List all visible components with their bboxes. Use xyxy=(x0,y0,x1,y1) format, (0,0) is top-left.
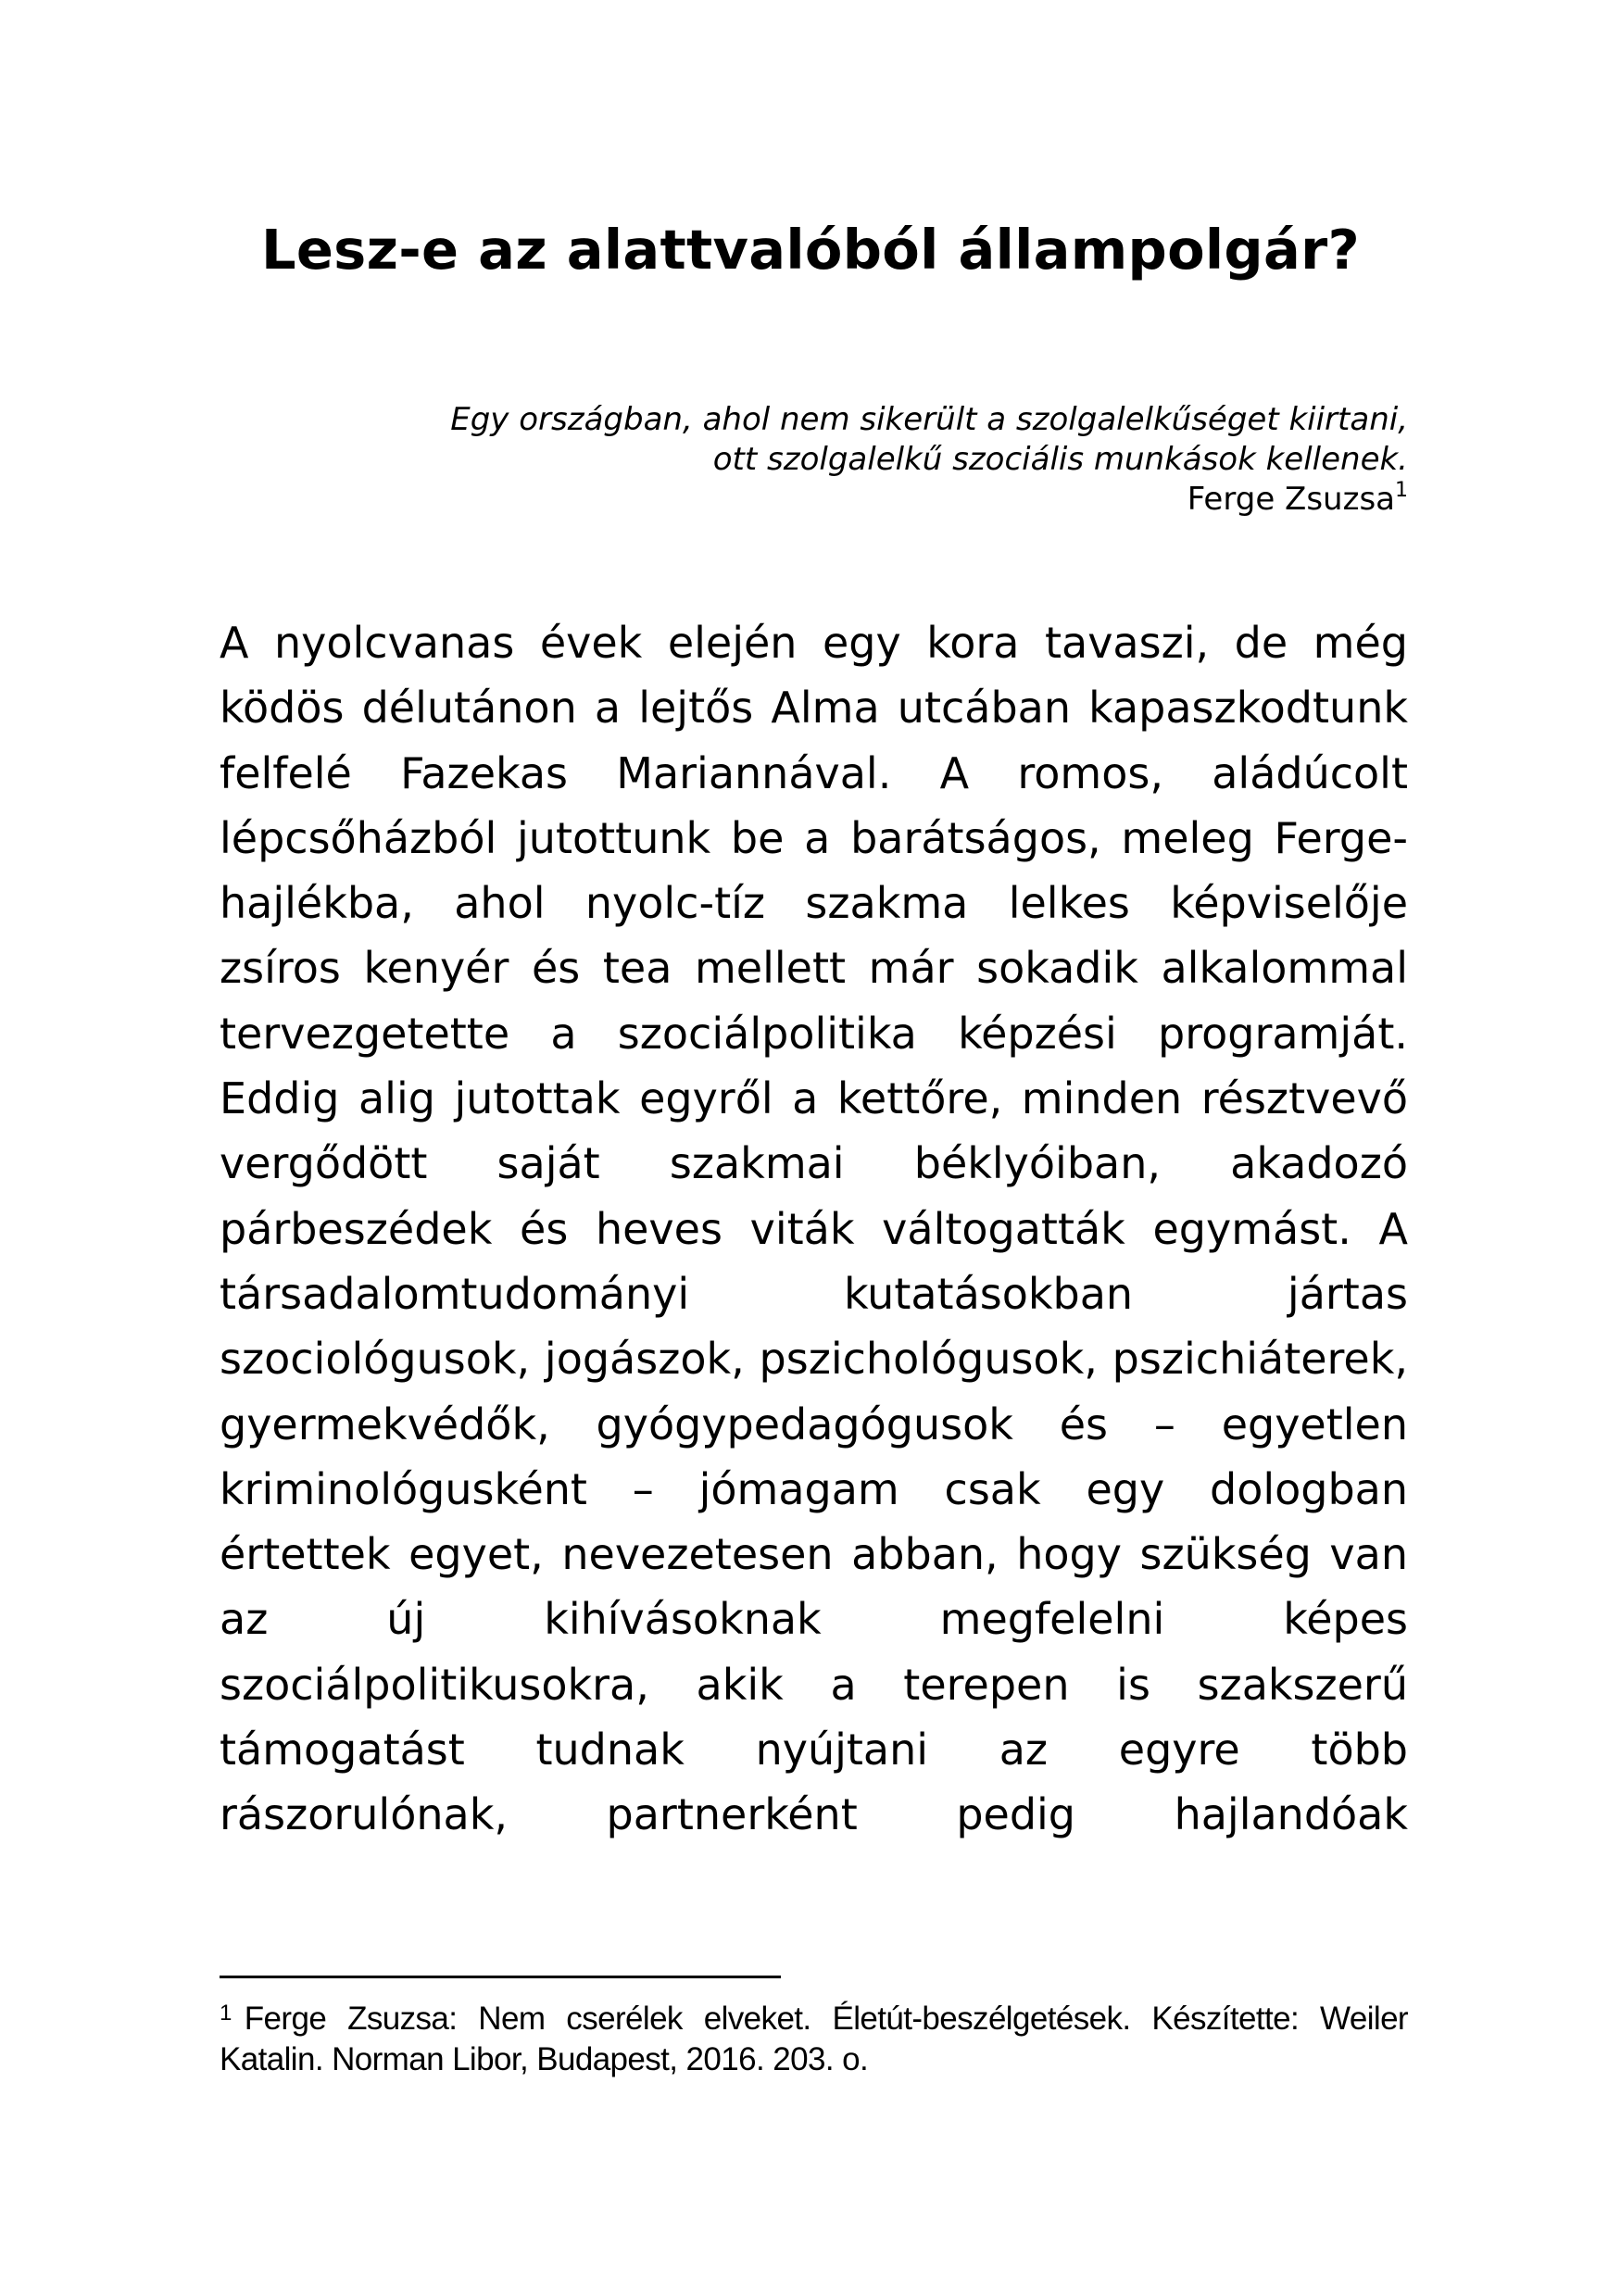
epigraph-line-1: Egy országban, ahol nem sikerült a szolgalelkűséget kiirtani, xyxy=(450,401,1408,438)
epigraph-line-2: ott szolgalelkű szociális munkások kellenek. xyxy=(712,441,1408,478)
page-title: Lesz-e az alattvalóból állampolgár? xyxy=(260,218,1361,282)
epigraph xyxy=(333,400,1408,520)
body-paragraph: A nyolcvanas évek elején egy kora tavaszi, de még ködös délutánon a lejtős Alma utcában kapaszkodtunk felfelé Fazekas Mariannával. A romos, aládúcolt lépcsőházból jutottunk be a barátságos, meleg Ferge-hajlékba, ahol nyolc-tíz szakma lelkes képviselője zsíros kenyér és tea mellett már sokadik alkalommal tervezgetette a szociálpolitika képzési programját. Eddig alig jutottak egyről a kettőre, minden résztvevő vergődött saját szakmai béklyóiban, akadozó párbeszédek és heves viták váltogatták egymást. A társadalomtudományi kutatásokban jártas szociológusok, jogászok, pszichológusok, pszichiáterek, gyermekvédők, gyógypedagógusok és – egyetlen kriminológusként – jómagam csak egy dologban értettek egyet, nevezetesen abban, hogy szükség van az új kihívásoknak megfelelni képes szociálpolitikusokra, akik a terepen is szakszerű támogatást tudnak nyújtani az egyre több rászorulónak, partnerként pedig hajlandóak xyxy=(220,618,1408,1840)
footnote-reference[interactable]: 1 xyxy=(1395,479,1408,502)
footnote-separator xyxy=(220,1976,781,1978)
footnote-text: Ferge Zsuzsa: Nem cserélek elveket. Életút-beszélgetések. Készítette: Weiler Katalin. Norman Libor, Budapest, 2016. 203. o. xyxy=(220,2001,1408,2077)
epigraph-author-line xyxy=(333,480,1408,520)
epigraph-author: Ferge Zsuzsa xyxy=(1187,481,1395,518)
footnote-number: 1 xyxy=(220,2001,232,2026)
footnote xyxy=(220,1999,1408,2080)
